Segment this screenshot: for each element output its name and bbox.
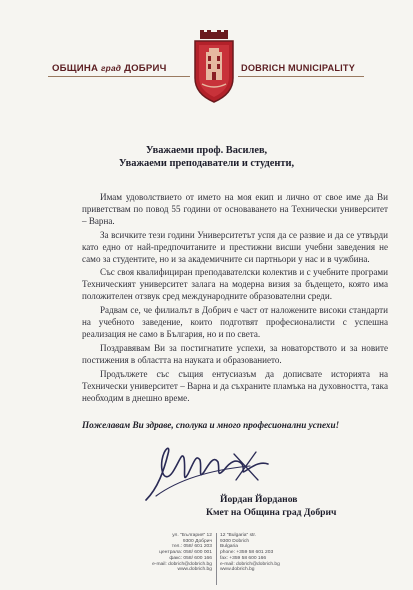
header-left-small: град [100, 63, 122, 73]
paragraph: Радвам се, че филиалът в Добрич е част от наложените високи стандарти на учебното заведение, които подготвят професионалисти с успешна реализация не само в България, но и по света. [82, 305, 388, 339]
footer-line: 9300 Добрич [182, 538, 212, 544]
signer-name: Йордан Йорданов [220, 494, 298, 505]
footer-address-bg [146, 533, 212, 573]
paragraph: Продължете със същия ентусиазъм да дописвате историята на Технически университет – Варна и да съхраните пламъка на духовността, така необходим в днешно време. [82, 368, 388, 403]
header-rule-left [48, 76, 190, 77]
footer-line: Bulgaria [220, 544, 238, 550]
footer-line: www.dobrich.bg [177, 567, 212, 573]
footer-divider [216, 533, 217, 585]
letter-body [82, 192, 388, 406]
signer-block [206, 493, 336, 519]
footer-line: fax: +359 58 600 166 [220, 555, 267, 561]
paragraph: Със своя квалифициран преподавателски колектив и с учебните програми Техническият университет залага на модерна визия за бъдещето, която има положителен отзвук сред международните образователни среди. [82, 267, 388, 302]
footer-line: www.dobrich.bg [220, 567, 255, 573]
footer-line: ул. "България" 12 [172, 533, 212, 538]
footer-line: централа: 058/ 600 001 [159, 550, 212, 556]
signer-title: Кмет на Община град Добрич [206, 507, 337, 518]
footer-line: e-mail: dobrich@dobrich.bg [220, 561, 280, 567]
closing-wish: Пожелавам Ви здраве, сполука и много професионални успехи! [82, 420, 340, 430]
footer-line: phone: +359 58 601 203 [220, 550, 274, 556]
footer-line: e-mail: dobrich@dobrich.bg [152, 561, 212, 567]
header-municipality-bg [52, 63, 167, 74]
header-municipality-en: DOBRICH MUNICIPALITY [241, 63, 356, 73]
dobrich-coat-of-arms-logo [192, 30, 236, 104]
footer-line: тел.: 058/ 601 203 [171, 544, 212, 550]
paragraph: За всичките тези години Университетът успя да се развие и да се утвърди като едно от най-предпочитаните и престижни висши учебни заведения не само за студентите, но и за академичните си партньори у нас и в чужбина. [82, 229, 388, 264]
header-rule-right [238, 76, 364, 77]
salutation-line-2: Уважаеми преподаватели и студенти, [118, 158, 295, 169]
paragraph: Поздравявам Ви за постигнатите успехи, за новаторството и за новите постижения в областта на науката и образованието. [82, 342, 388, 365]
header-left-main: ОБЩИНА [52, 63, 99, 74]
footer-line: 9300 Dobrich [220, 538, 250, 544]
header-left-city: ДОБРИЧ [124, 63, 167, 74]
footer-address-en [220, 533, 300, 573]
paragraph: Имам удоволствието от името на моя екип и лично от свое име да Ви приветствам по повод 55 години от основаването на Технически университет – Варна. [82, 192, 388, 226]
footer-line: 12 "Bulgaria" str. [220, 533, 257, 538]
footer-line: факс: 058/ 600 166 [169, 555, 212, 561]
salutation-line-1: Уважаеми проф. Василев, [145, 145, 268, 156]
